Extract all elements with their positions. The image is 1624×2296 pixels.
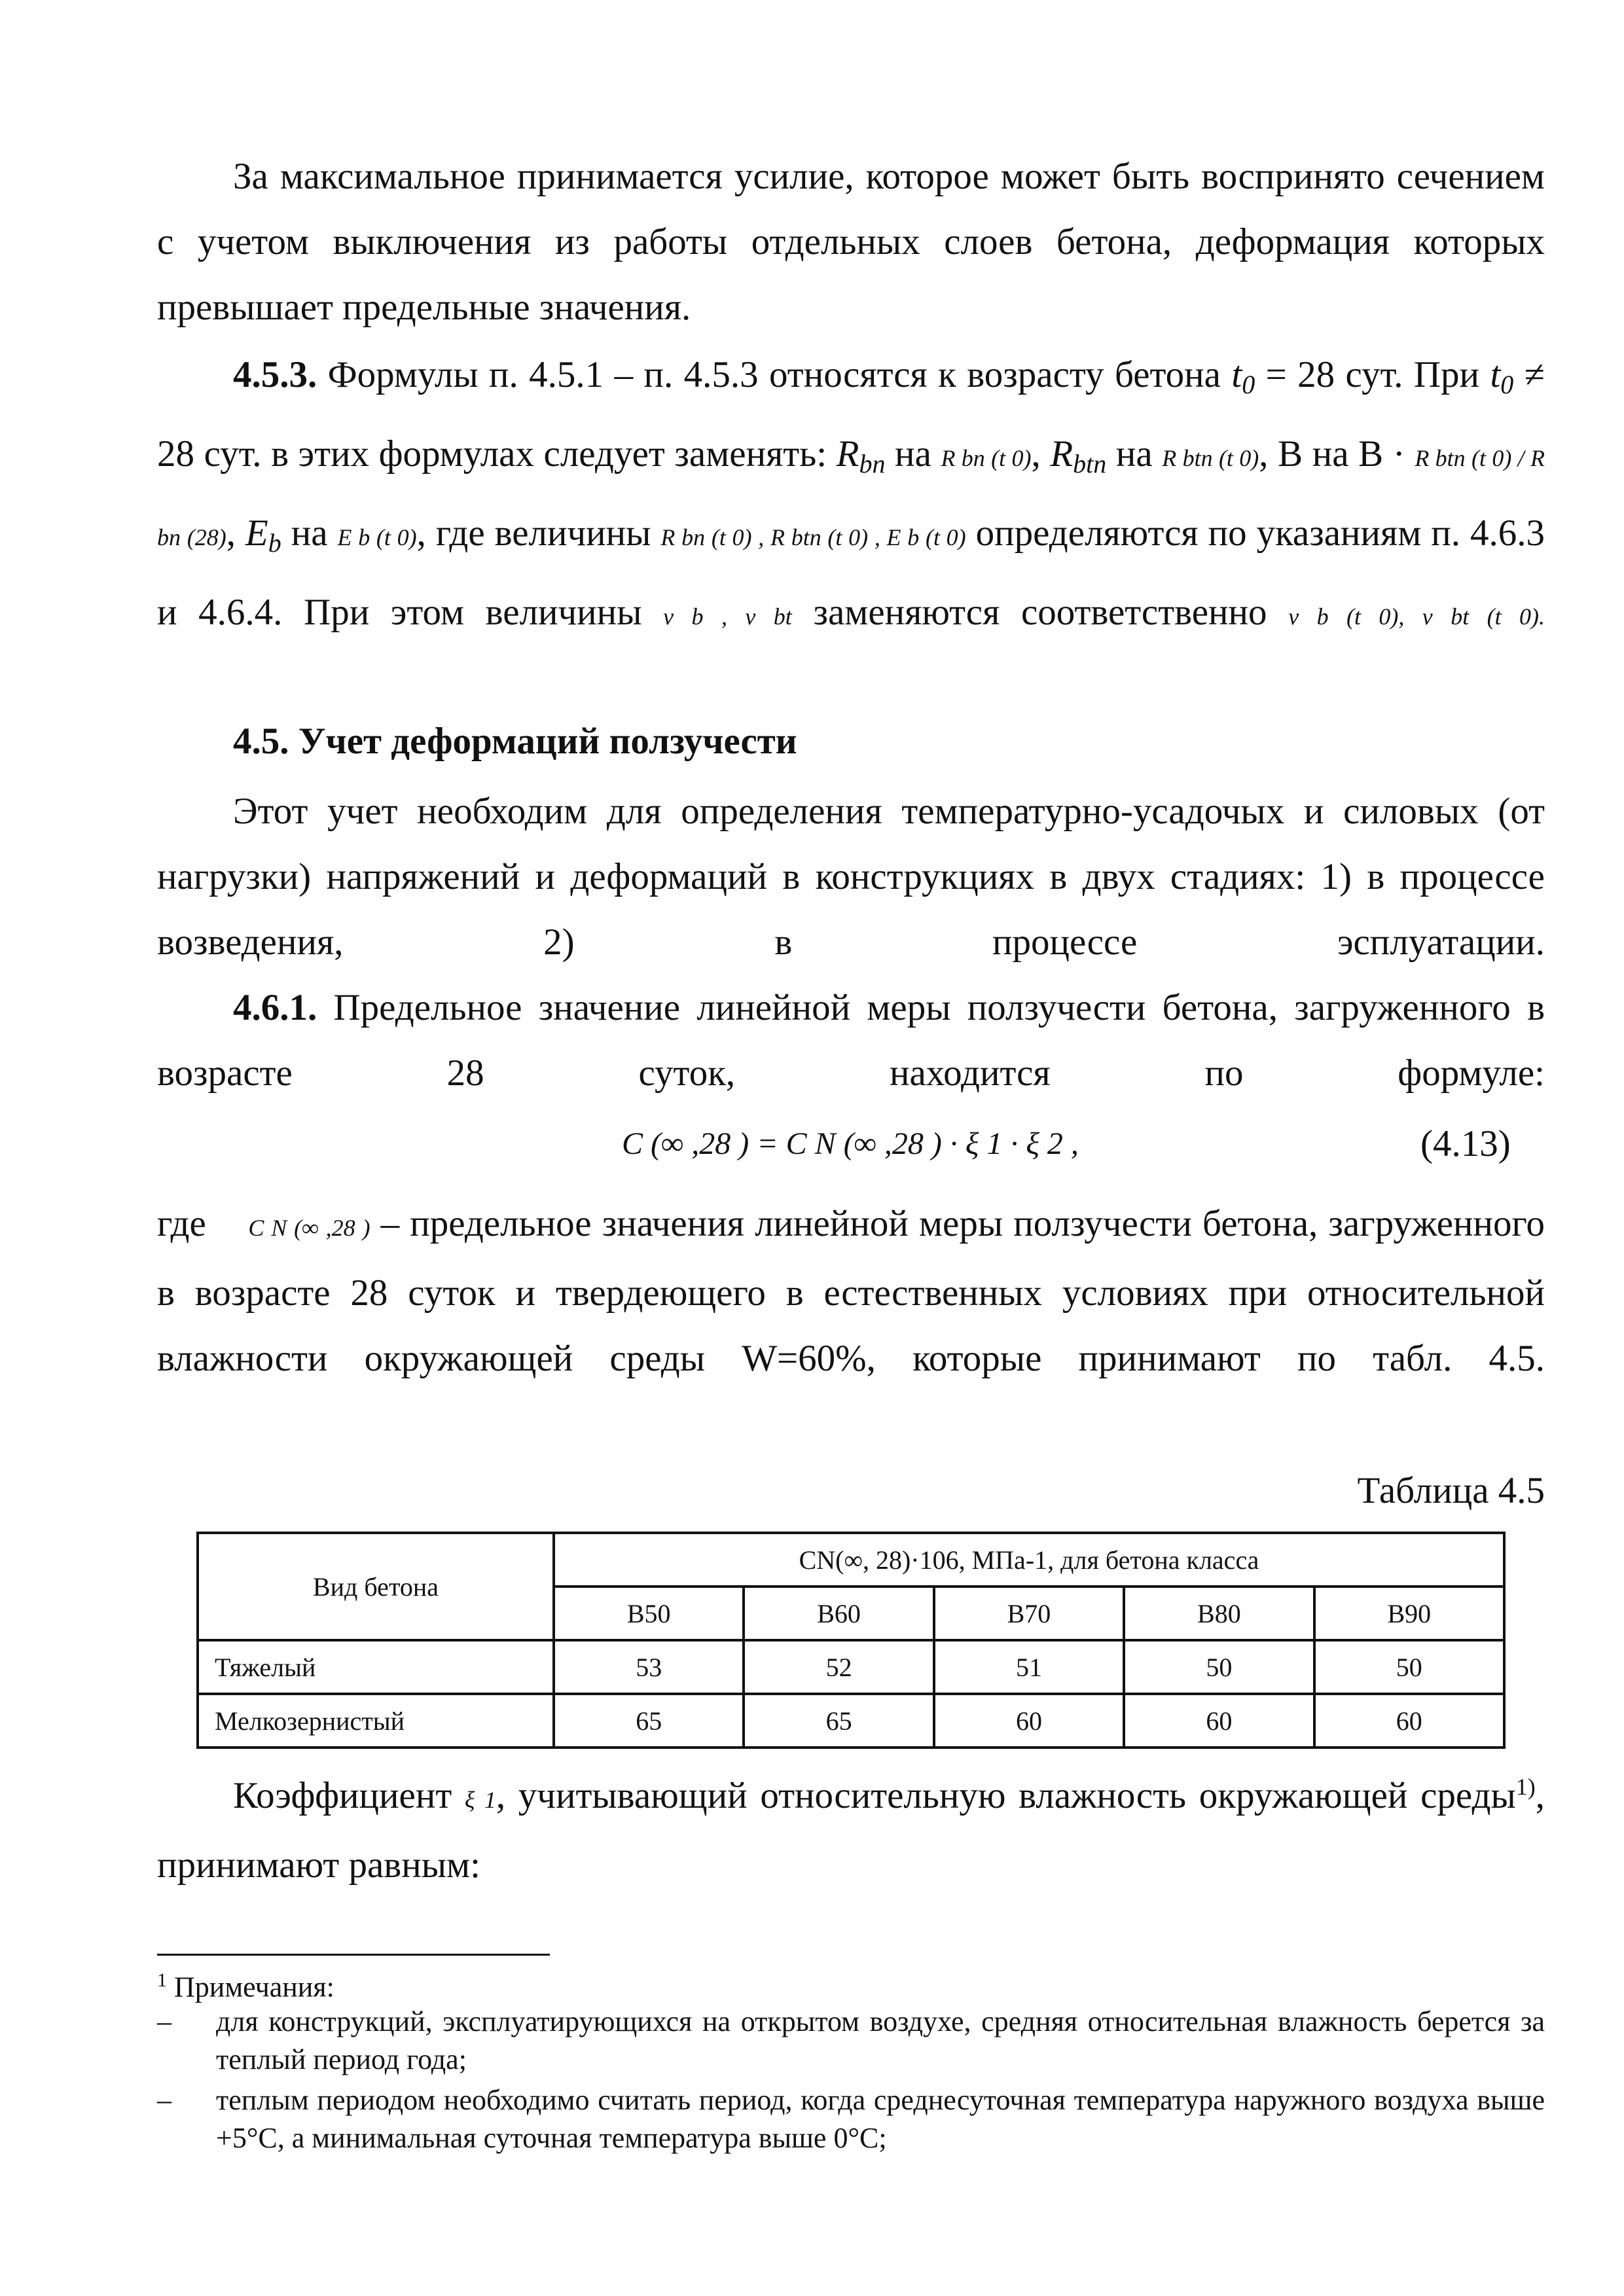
list-dash: – <box>157 2005 171 2037</box>
table-cell: 53 <box>554 1640 744 1694</box>
footnote-item: – для конструкций, эксплуатирующихся на открытом воздухе, средняя относительная влажность берется за теплый период года; <box>157 2003 1545 2079</box>
class-cell: B80 <box>1124 1587 1314 1640</box>
formula-4-13: C (∞ ,28 ) = C N (∞ ,28 ) · ξ 1 · ξ 2 , <box>622 1126 1079 1161</box>
class-cell: B90 <box>1314 1587 1504 1640</box>
table-header-row <box>198 1533 1504 1587</box>
formula-xi1: ξ 1 <box>464 1787 496 1813</box>
class-cell: B70 <box>934 1587 1124 1640</box>
creep-table <box>196 1532 1506 1749</box>
footnote-marker: 1 <box>157 1969 167 1991</box>
table-cell: 51 <box>934 1640 1124 1694</box>
class-cell: B50 <box>554 1587 744 1640</box>
footnote-ref: 1) <box>1515 1774 1536 1800</box>
formula-ratio: R btn (t 0) / R bn (28) <box>157 445 1545 550</box>
paragraph-creep-purpose: Этот учет необходим для определения температурно-усадочых и силовых (от нагрузки) напряжений и деформаций в конструкциях в двух стадиях: 1) в процессе возведения, 2) в процессе эсплуатации. <box>157 791 1545 963</box>
list-dash: – <box>157 2084 171 2116</box>
row-label: Мелкозернистый <box>198 1694 554 1748</box>
table-cell: 50 <box>1124 1640 1314 1694</box>
paragraph-xi1: Коэффициент ξ 1, учитывающий относительную влажность окружающей среды$^{1)}$, принимают равным: <box>157 1774 1545 1886</box>
table-cell: 50 <box>1314 1640 1504 1694</box>
formula-eb-t0: E b (t 0) <box>337 524 417 550</box>
footnote-item: – теплым периодом необходимо считать период, когда среднесуточная температура наружного воздуха выше +5°С, а минимальная суточная температура выше 0°С; <box>157 2081 1545 2157</box>
formula-nu: ν b , ν bt <box>663 603 792 630</box>
section-number-4-5-3: 4.5.3. <box>233 354 317 395</box>
paragraph-max-force: За максимальное принимается усилие, которое может быть воспринято сечением с учетом выключения из работы отдельных слоев бетона, деформация которых превышает предельные значения. <box>157 156 1545 328</box>
row-label: Тяжелый <box>198 1640 554 1694</box>
formula-nu-t0: ν b (t 0), ν bt (t 0). <box>1288 603 1545 630</box>
table-cell: 52 <box>744 1640 933 1694</box>
table-cell: 65 <box>554 1694 744 1748</box>
formula-cn: C N (∞ ,28 ) <box>248 1215 370 1241</box>
table-cell: 60 <box>1124 1694 1314 1748</box>
table-row <box>198 1640 1504 1694</box>
table-cell: 60 <box>934 1694 1124 1748</box>
formula-list: R bn (t 0) , R btn (t 0) , E b (t 0) <box>660 524 966 550</box>
footnote-rule <box>157 1954 550 1956</box>
formula-rbn-t0: R bn (t 0) <box>941 445 1032 471</box>
formula-number: (4.13) <box>1420 1123 1511 1164</box>
section-heading-creep: 4.5. Учет деформаций ползучести <box>233 721 797 762</box>
footnote-title: $^1$ Примечания: <box>157 1969 334 2003</box>
section-number-4-6-1: 4.6.1. <box>233 987 317 1028</box>
paragraph-4-6-1: 4.6.1. Предельное значение линейной меры ползучести бетона, загруженного в возрасте 28 суток, находится по формуле: <box>157 987 1545 1094</box>
header-class-group: CN(∞, 28)·106, МПа-1, для бетона класса <box>554 1533 1504 1587</box>
header-concrete-type: Вид бетона <box>198 1533 554 1640</box>
paragraph-where: где C N (∞ ,28 ) – предельное значения линейной меры ползучести бетона, загруженного в возрасте 28 суток и твердеющего в естественных условиях при относительной влажности окружающей среды W=60%, которые принимают по табл. 4.5. <box>157 1203 1545 1379</box>
formula-rbtn-t0: R btn (t 0) <box>1162 445 1259 471</box>
table-cell: 60 <box>1314 1694 1504 1748</box>
table-cell: 65 <box>744 1694 933 1748</box>
paragraph-4-5-3: 4.5.3. Формулы п. 4.5.1 – п. 4.5.3 относятся к возрасту бетона $t_0 = 28$ сут. При $t_0 \ne 28$ сут. в этих формулах следует заменять: $R_{bn}$ на R bn (t 0), $R_{btn}$ на R btn (t 0), В на В · R btn (t 0) / R bn (28), $E_b$ на E b (t 0), где величины R bn (t 0) , R btn (t 0) , E b (t 0) определяются по указаниям п. 4.6.3 и 4.6.4. При этом величины ν b , ν bt заменяются соответственно ν b (t 0), ν bt (t 0). <box>157 354 1545 633</box>
table-row <box>198 1694 1504 1748</box>
class-cell: B60 <box>744 1587 933 1640</box>
table-caption: Таблица 4.5 <box>1357 1470 1545 1511</box>
